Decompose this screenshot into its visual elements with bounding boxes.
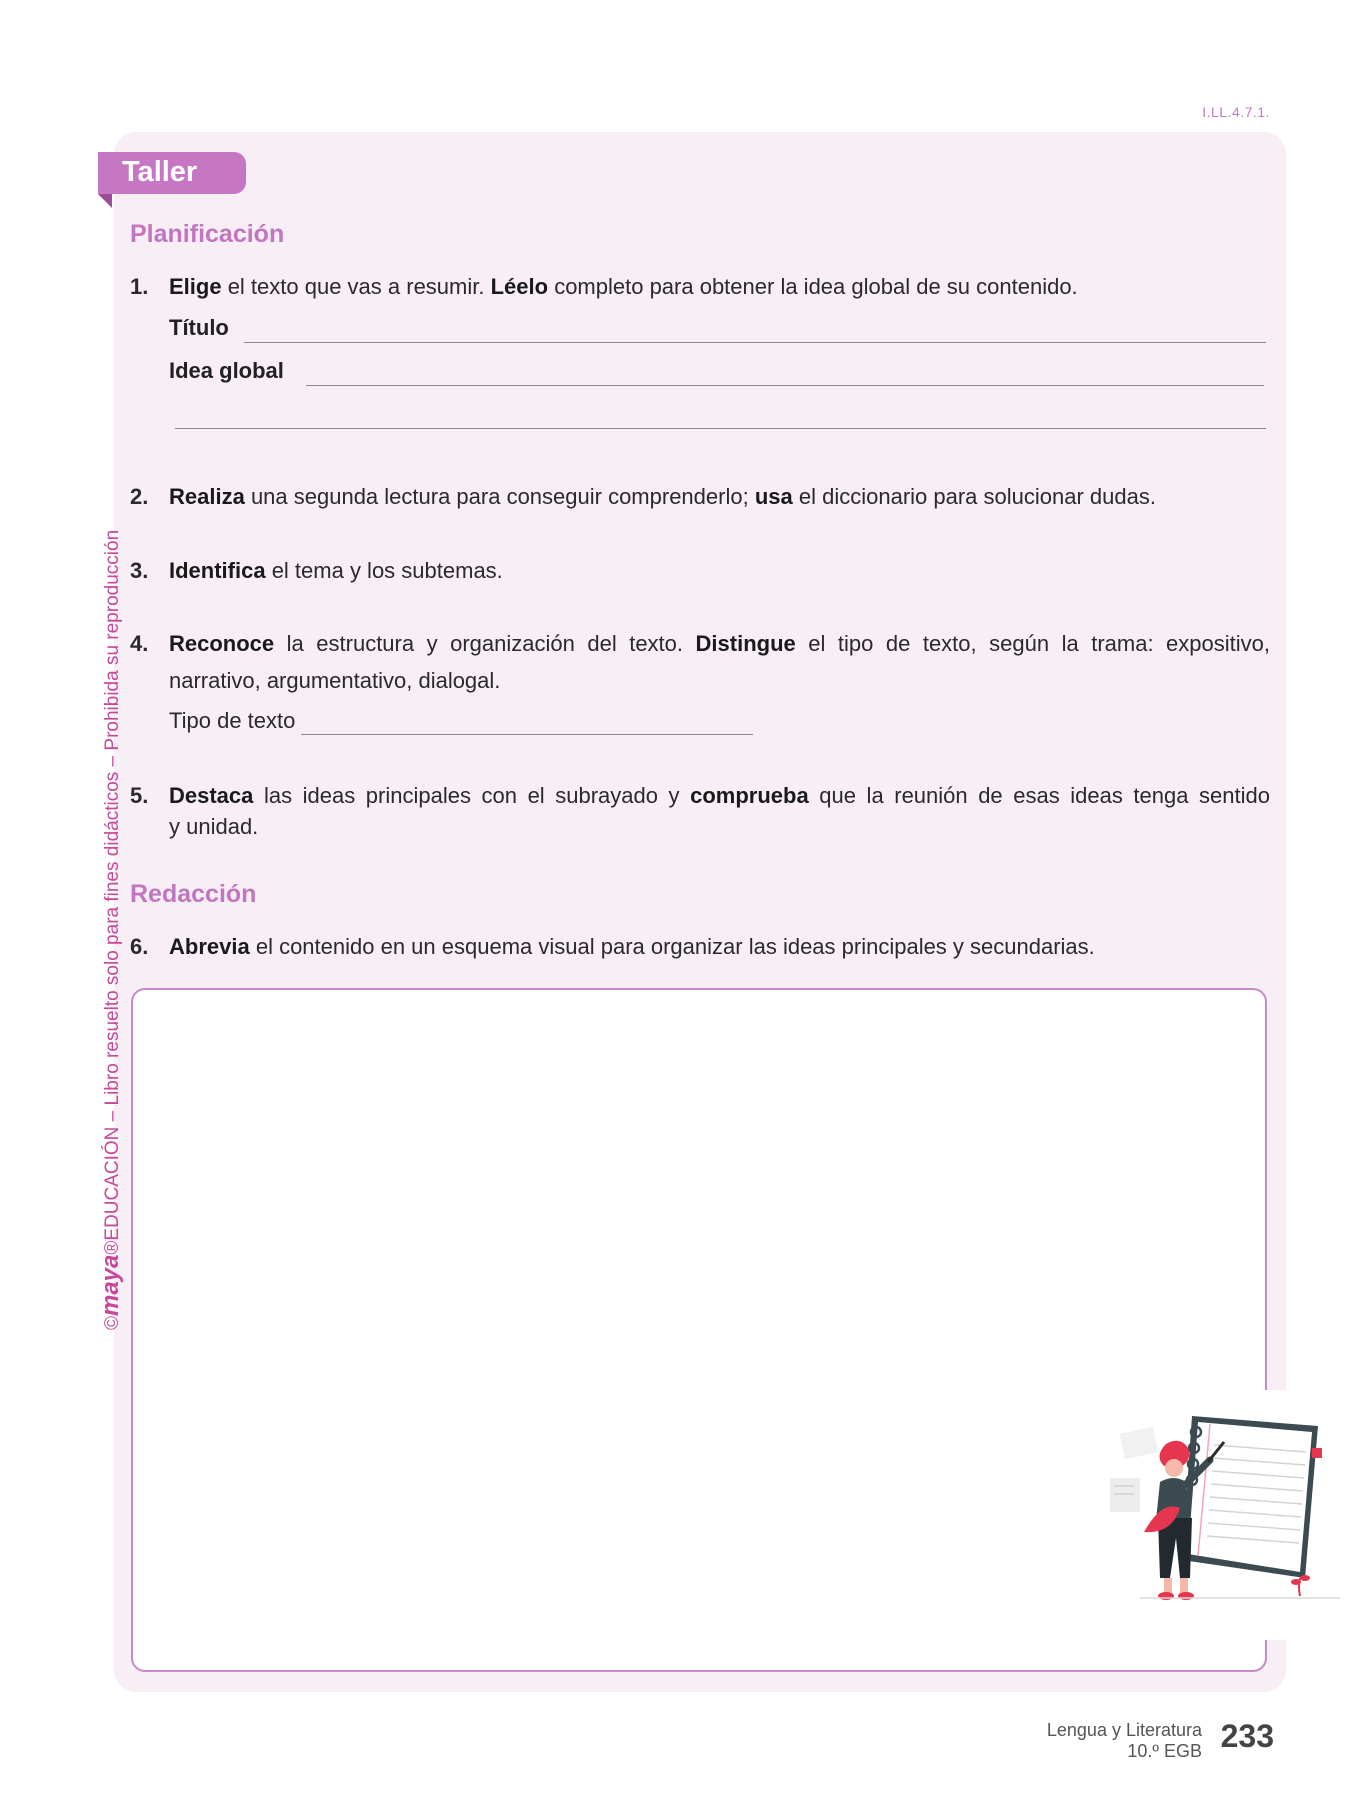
item-number: 1. bbox=[130, 274, 149, 299]
item-text: Reconoce la estructura y organización del texto. Distingue el tipo de texto, según la trama: expositivo, bbox=[169, 631, 1270, 656]
section-title-planificacion: Planificación bbox=[130, 220, 285, 248]
instruction-item-4 bbox=[130, 625, 1270, 699]
instruction-item-2 bbox=[130, 478, 1270, 515]
item-text-continuation: y unidad. bbox=[169, 814, 259, 839]
item-number: 3. bbox=[130, 558, 149, 583]
item-number: 6. bbox=[130, 934, 149, 959]
titulo-label: Título bbox=[169, 315, 229, 340]
tipo-de-texto-label: Tipo de texto bbox=[169, 708, 296, 733]
footer-subject-name: Lengua y Literatura bbox=[1046, 1720, 1202, 1740]
copyright-watermark: ©maya®EDUCACIÓN – Libro resuelto solo para fines didácticos – Prohibida su reproducción bbox=[97, 529, 124, 1330]
woman-writing-notebook-illustration bbox=[1100, 1390, 1340, 1640]
taller-tab: Taller bbox=[98, 152, 246, 194]
item-text: Identifica el tema y los subtemas. bbox=[169, 558, 503, 583]
schema-answer-box[interactable] bbox=[131, 988, 1267, 1672]
item-text: Abrevia el contenido en un esquema visual para organizar las ideas principales y secundarias. bbox=[169, 934, 1095, 959]
item-number: 4. bbox=[130, 631, 149, 656]
item-text: Elige el texto que vas a resumir. Léelo completo para obtener la idea global de su contenido. bbox=[169, 274, 1078, 299]
item-number: 5. bbox=[130, 783, 149, 808]
idea-global-answer-line[interactable] bbox=[306, 385, 1264, 386]
section-title-redaccion: Redacción bbox=[130, 880, 257, 908]
tab-fold-decoration bbox=[98, 194, 112, 208]
tipo-de-texto-answer-line[interactable] bbox=[301, 734, 753, 735]
instruction-item-6 bbox=[130, 928, 1270, 965]
item-number: 2. bbox=[130, 484, 149, 509]
item-text: Destaca las ideas principales con el subrayado y comprueba que la reunión de esas ideas tenga sentido bbox=[169, 783, 1270, 808]
idea-global-label: Idea global bbox=[169, 358, 284, 383]
curriculum-code: I.LL.4.7.1. bbox=[1202, 104, 1270, 120]
item-text-continuation: narrativo, argumentativo, dialogal. bbox=[169, 668, 501, 693]
footer-subject bbox=[1047, 1720, 1202, 1762]
idea-global-answer-line-2[interactable] bbox=[175, 428, 1266, 429]
instruction-item-3 bbox=[130, 552, 1270, 589]
page-number: 233 bbox=[1220, 1718, 1274, 1754]
footer-grade: 10.º EGB bbox=[1127, 1741, 1202, 1761]
instruction-item-5 bbox=[130, 780, 1270, 842]
instruction-item-1 bbox=[130, 268, 1270, 305]
titulo-answer-line[interactable] bbox=[244, 342, 1266, 343]
item-text: Realiza una segunda lectura para conseguir comprenderlo; usa el diccionario para solucionar dudas. bbox=[169, 484, 1156, 509]
